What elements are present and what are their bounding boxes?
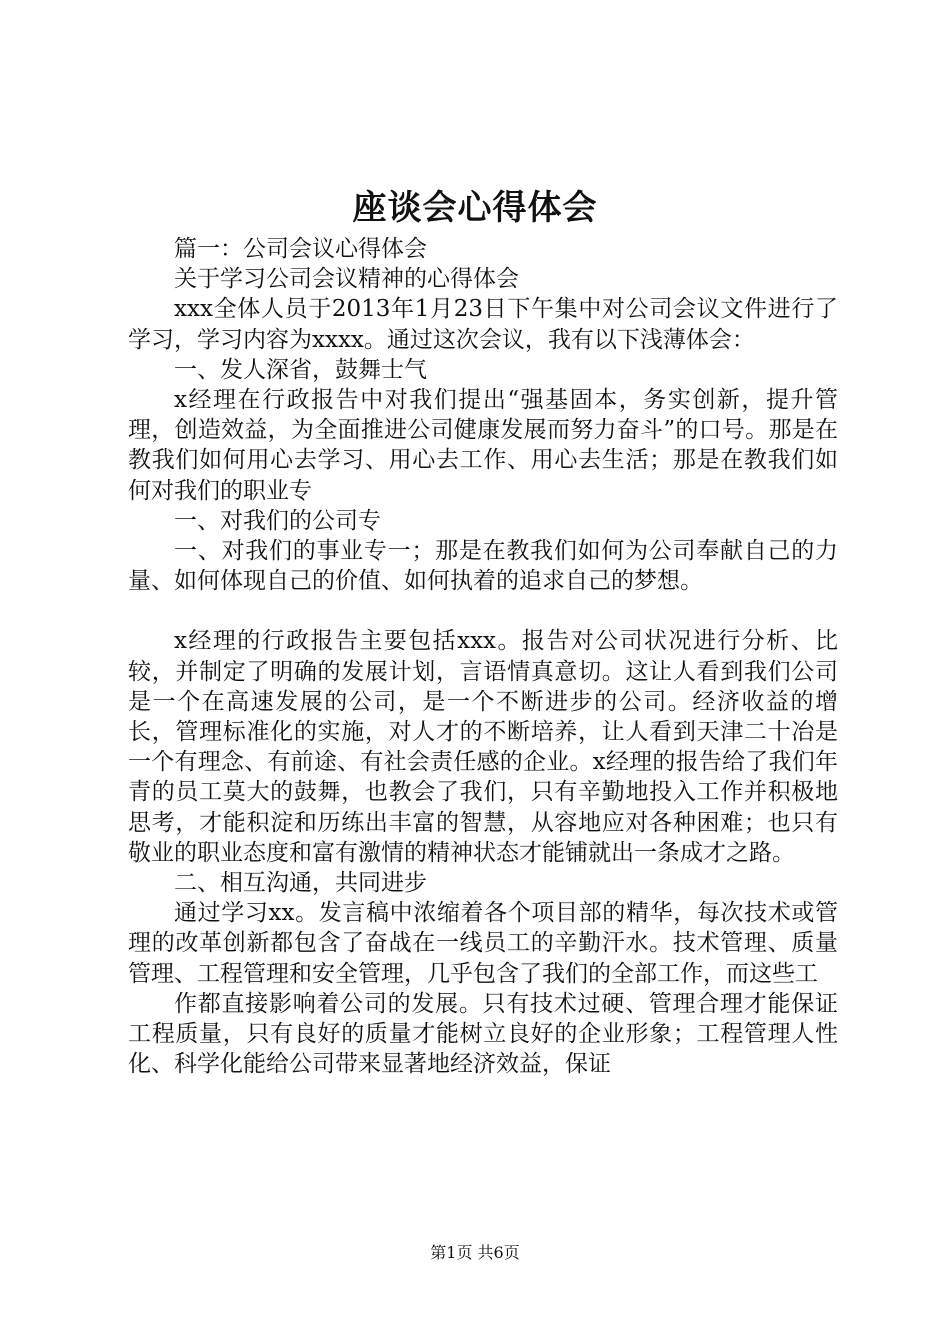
paragraph: 一、对我们的公司专 [174, 507, 381, 534]
paragraph: 关于学习公司会议精神的心得体会 [174, 266, 519, 293]
page-footer: 第1页 共6页 [430, 1243, 520, 1262]
paragraph: 二、相互沟通，共同进步 [174, 870, 427, 897]
paragraph: x经理的行政报告主要包括xxx。报告对公司状况进行分析、比较，并制定了明确的发展计划，言语情真意切。这让人看到我们公司是一个在高速发展的公司，是一个不断进步的公司。经济收益的增长，管理标准化的实施，对人才的不断培养，让人看到天津二十冶是一个有理念、有前途、有社会责任感的企业。x经理的报告给了我们年青的员工莫大的鼓舞，也教会了我们，只有辛勤地投入工作并积极地思考，才能积淀和历练出丰富的智慧，从容地应对各种困难；也只有敬业的职业态度和富有激情的精神状态才能铺就出一条成才之路。 [128, 628, 838, 866]
paragraph: 通过学习xx。发言稿中浓缩着各个项目部的精华，每次技术或管理的改革创新都包含了奋战在一线员工的辛勤汗水。技术管理、质量管理、工程管理和安全管理，几乎包含了我们的全部工作，而这些工 [128, 900, 838, 987]
document-title: 座谈会心得体会 [352, 188, 598, 228]
paragraph: xxx全体人员于2013年1月23日下午集中对公司会议文件进行了学习，学习内容为xxxx。通过这次会议，我有以下浅薄体会： [128, 296, 838, 353]
paragraph: 一、发人深省，鼓舞士气 [174, 356, 427, 383]
paragraph: 篇一：公司会议心得体会 [174, 236, 427, 262]
document-body [128, 234, 838, 1079]
paragraph: 作都直接影响着公司的发展。只有技术过硬、管理合理才能保证工程质量，只有良好的质量才能树立良好的企业形象；工程管理人性化、科学化能给公司带来显著地经济效益，保证 [128, 990, 838, 1078]
paragraph: 一、对我们的事业专一；那是在教我们如何为公司奉献自己的力量、如何体现自己的价值、如何执着的追求自己的梦想。 [128, 538, 838, 595]
paragraph: x经理在行政报告中对我们提出“强基固本，务实创新，提升管理，创造效益，为全面推进公司健康发展而努力奋斗”的口号。那是在教我们如何用心去学习、用心去工作、用心去生活；那是在教我们如何对我们的职业专 [128, 387, 838, 504]
